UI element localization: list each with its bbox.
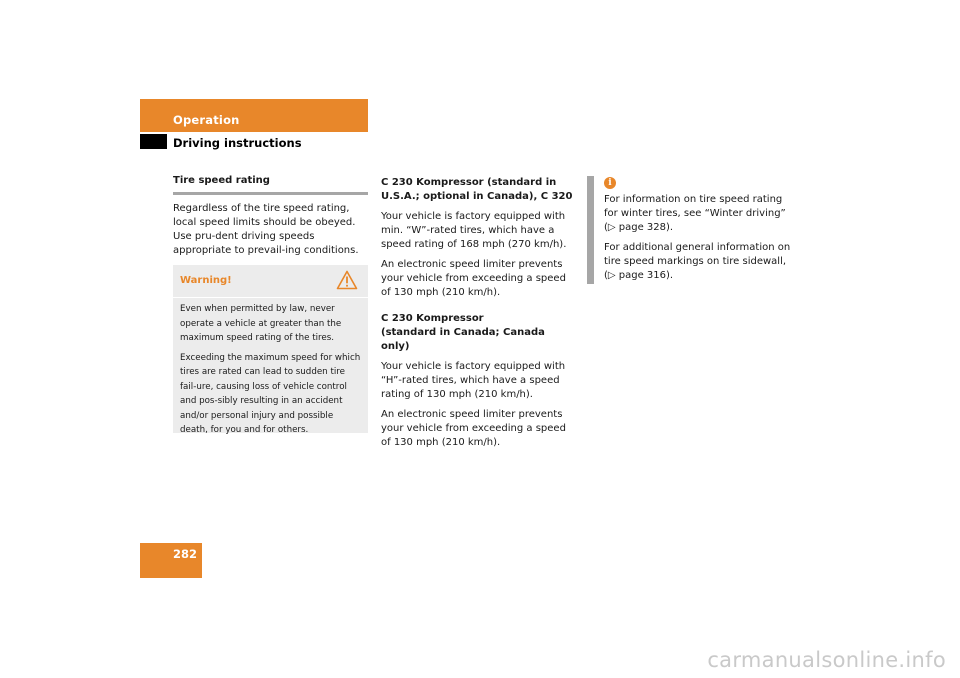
section-title: Operation: [173, 113, 240, 127]
info-column: [604, 193, 794, 289]
page-number-box: [140, 543, 202, 578]
info-text: For information on tire speed rating for winter tires, see “Winter driving”: [604, 194, 786, 219]
intro-paragraph: Regardless of the tire speed rating, local speed limits should be obeyed. Use pru-dent driving speeds appropriate to prevail-ing conditions.: [173, 203, 359, 256]
page-reference-link[interactable]: (▷ page 328).: [604, 222, 674, 233]
info-icon: i: [604, 177, 616, 189]
tire-speed-heading: Tire speed rating: [173, 174, 368, 195]
body-paragraph: Your vehicle is factory equipped with min. “W”-rated tires, which have a speed rating of 168 mph (270 km/h).: [381, 211, 567, 250]
warning-body: [180, 302, 363, 443]
header-marker: [140, 134, 167, 149]
watermark: carmanualsonline.info: [707, 648, 946, 672]
warning-triangle-icon: [336, 270, 358, 290]
warning-divider: [173, 297, 368, 298]
body-paragraph: An electronic speed limiter prevents your vehicle from exceeding a speed of 130 mph (210 km/h).: [381, 259, 566, 298]
info-paragraph: [604, 193, 794, 235]
left-column: [173, 174, 368, 264]
body-paragraph: An electronic speed limiter prevents your vehicle from exceeding a speed of 130 mph (210 km/h).: [381, 409, 566, 448]
page-reference-link[interactable]: (▷ page 316).: [604, 270, 674, 281]
middle-column: [381, 176, 576, 456]
info-sidebar-rule: [587, 176, 594, 284]
info-paragraph: [604, 241, 794, 283]
warning-paragraph: Exceeding the maximum speed for which tires are rated can lead to sudden tire fail-ure, causing loss of vehicle control and pos-sibly resulting in an accident and/or personal injury and possible death, for you and for others.: [180, 352, 361, 435]
info-text: For additional general information on tire speed markings on tire sidewall,: [604, 242, 791, 267]
model-heading-canada: C 230 Kompressor: [381, 313, 484, 324]
subsection-title: Driving instructions: [173, 136, 302, 150]
body-paragraph: Your vehicle is factory equipped with “H”-rated tires, which have a speed rating of 130 mph (210 km/h).: [381, 361, 566, 400]
model-heading-canada-note: (standard in Canada; Canada only): [381, 327, 545, 352]
warning-title: Warning!: [180, 275, 232, 286]
model-heading-us: C 230 Kompressor (standard in U.S.A.; optional in Canada), C 320: [381, 177, 573, 202]
page-number: 282: [172, 547, 197, 561]
warning-paragraph: Even when permitted by law, never operate a vehicle at greater than the maximum speed rating of the tires.: [180, 304, 342, 343]
warning-box: [173, 265, 368, 433]
